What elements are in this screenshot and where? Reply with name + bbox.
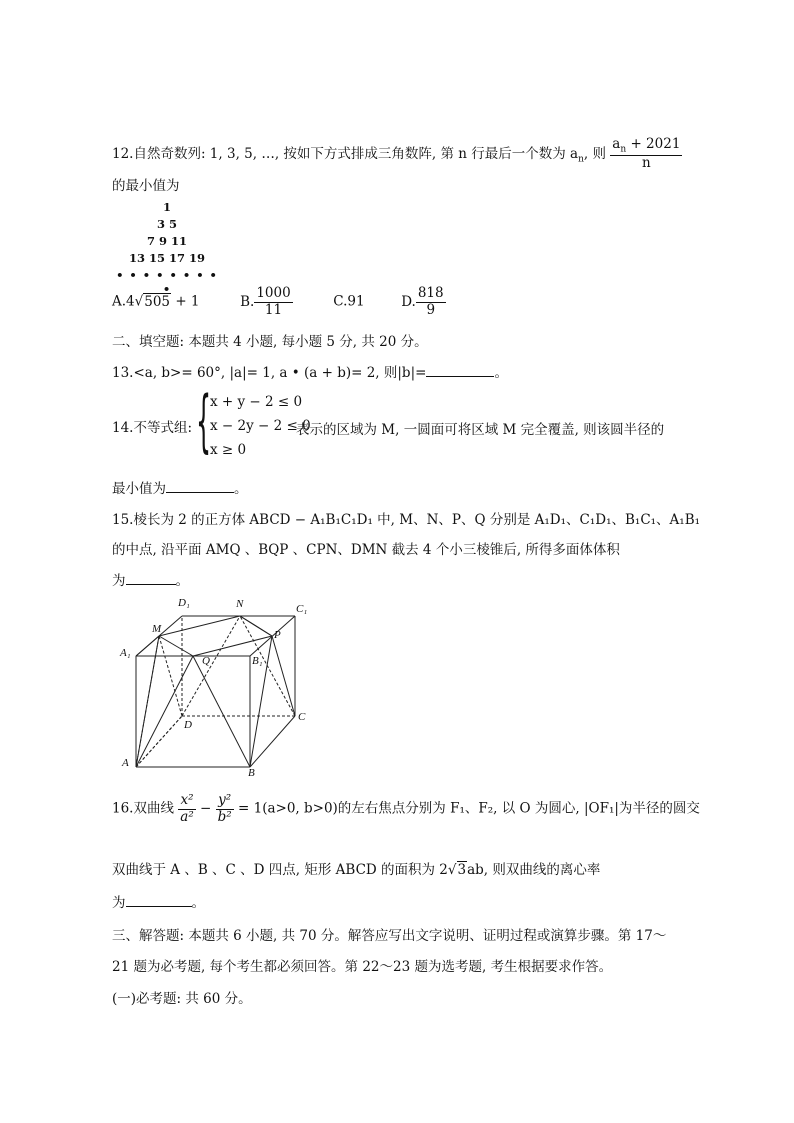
label-A: A	[122, 757, 129, 769]
q14-ineq-2: x − 2y − 2 ≤ 0	[210, 418, 311, 434]
label-C1: C₁	[296, 603, 308, 615]
label-P: P	[274, 629, 281, 641]
section-2-heading: 二、填空题: 本题共 4 小题, 每小题 5 分, 共 20 分。	[112, 334, 428, 350]
q15-line2: 的中点, 沿平面 AMQ 、BQP 、CPN、DMN 截去 4 个小三棱锥后, 所得多面体体积	[112, 542, 620, 558]
q12-stem-cont: 的最小值为	[112, 178, 180, 194]
q14-ineq-1: x + y − 2 ≤ 0	[210, 394, 303, 410]
q14-answer-blank	[166, 492, 234, 493]
option-c: C.91	[333, 293, 365, 310]
option-d: D. $\frac{818}{9}$	[401, 285, 444, 318]
label-B1: B₁	[252, 655, 263, 667]
odd-number-triangle: 1 3 5 7 9 11 13 15 17 19 • • • • • • • • •	[116, 200, 218, 296]
q16-line2: 双曲线于 A 、B 、C 、D 四点, 矩形 ABCD 的面积为 2√3ab, 则双曲线的离心率	[112, 862, 601, 878]
q12-options	[112, 286, 446, 318]
q15-answer-blank	[126, 584, 176, 585]
q16-line3: 为 。	[112, 895, 205, 911]
q16-answer-blank	[126, 906, 192, 907]
label-N: N	[236, 598, 244, 610]
label-D1: D₁	[178, 597, 190, 609]
section-3-line2: 21 题为必考题, 每个考生都必须回答。第 22～23 题为选考题, 考生根据要求作答。	[112, 959, 613, 975]
label-M: M	[152, 623, 162, 635]
section-3-line1: 三、解答题: 本题共 6 小题, 共 70 分。解答应写出文字说明、证明过程或演算步骤。第 17～	[112, 928, 667, 944]
option-a: A.4√505 + 1	[112, 293, 200, 310]
system-brace: {	[196, 382, 212, 461]
q15-line3: 为 。	[112, 573, 189, 589]
label-C: C	[298, 711, 306, 723]
q14-ineq-3: x ≥ 0	[210, 442, 247, 458]
q14-prefix: 14.不等式组:	[112, 420, 193, 436]
q12-fraction: $\frac{a_n + 2021}{n}$	[612, 136, 681, 172]
label-B: B	[248, 767, 255, 778]
q14-line2: 最小值为 。	[112, 481, 248, 497]
q13-answer-blank	[426, 376, 494, 377]
option-b: B. $\frac{1000}{11}$	[240, 285, 291, 318]
cube-diagram	[112, 592, 322, 778]
label-A1: A₁	[120, 647, 131, 659]
label-Q: Q	[202, 655, 210, 667]
label-D: D	[184, 719, 192, 731]
q15-line1: 15.棱长为 2 的正方体 ABCD − A₁B₁C₁D₁ 中, M、N、P、Q 分别是 A₁D₁、C₁D₁、B₁C₁、A₁B₁	[112, 512, 701, 528]
section-3-sub1: (一)必考题: 共 60 分。	[112, 991, 252, 1007]
q12-stem: 12.自然奇数列: 1, 3, 5, …, 按如下方式排成三角数阵, 第 n 行最后一个数为 $a_n$, 则 $\frac{a_n + 2021}{n}$	[112, 136, 681, 172]
q13: 13.<a, b>= 60°, |a|= 1, a • (a + b)= 2, 则|b|= 。	[112, 365, 508, 381]
q16-line1: 16.双曲线 $\frac{\text{x²}}{\text{a²}}$ − $\frac{\text{y²}}{\text{b²}}$ = 1(a>0, b>0)的左右焦点分别为 F₁、F₂, 以 O 为圆心, |OF₁|为半径的圆交	[112, 792, 700, 825]
q14-tail: 表示的区域为 M, 一圆面可将区域 M 完全覆盖, 则该圆半径的	[296, 422, 665, 438]
